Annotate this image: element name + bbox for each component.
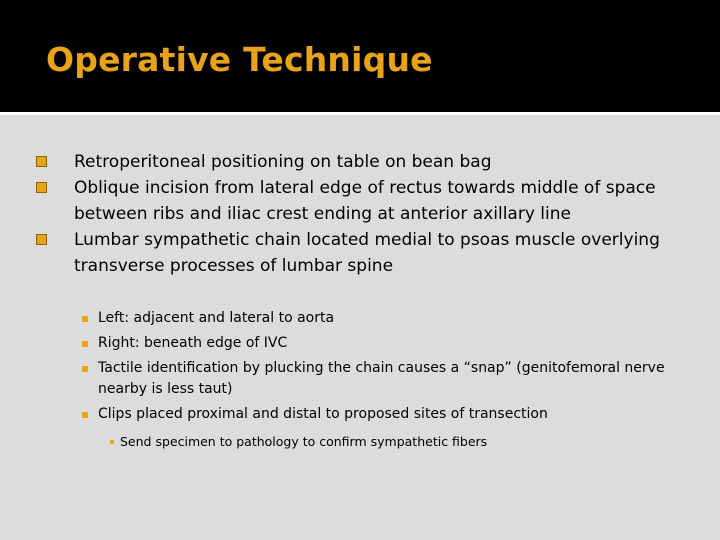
title-band <box>0 0 720 112</box>
sub-bullet-square-icon <box>82 316 88 322</box>
sub-bullet-item <box>82 404 682 425</box>
sub-sub-bullet-square-icon <box>110 440 114 444</box>
bullet-item <box>36 149 676 175</box>
bullet-box-icon <box>36 234 47 245</box>
sub-sub-bullet-item <box>110 433 670 451</box>
bullet-box-icon <box>36 182 47 193</box>
sub-bullet-item <box>82 333 682 354</box>
sub-bullet-text: Clips placed proximal and distal to proposed sites of transection <box>98 406 548 422</box>
bullet-list <box>36 149 676 279</box>
bullet-text: Retroperitoneal positioning on table on bean bag <box>74 152 492 172</box>
sub-bullet-item <box>82 308 682 329</box>
bullet-item <box>36 175 676 227</box>
slide-title: Operative Technique <box>46 40 433 79</box>
sub-sub-bullet-text: Send specimen to pathology to confirm sympathetic fibers <box>120 434 488 449</box>
bullet-item <box>36 227 676 279</box>
sub-bullet-list <box>82 308 682 429</box>
sub-bullet-square-icon <box>82 366 88 372</box>
sub-bullet-square-icon <box>82 412 88 418</box>
sub-bullet-text: Right: beneath edge of IVC <box>98 335 288 351</box>
bullet-box-icon <box>36 156 47 167</box>
sub-sub-bullet-list <box>110 433 670 451</box>
sub-bullet-item <box>82 358 682 400</box>
bullet-text: Oblique incision from lateral edge of rectus towards middle of space between ribs and iliac crest ending at anterior axillary line <box>74 178 656 224</box>
sub-bullet-text: Tactile identification by plucking the chain causes a “snap” (genitofemoral nerve nearby is less taut) <box>98 360 665 397</box>
sub-bullet-text: Left: adjacent and lateral to aorta <box>98 310 335 326</box>
bullet-text: Lumbar sympathetic chain located medial to psoas muscle overlying transverse processes of lumbar spine <box>74 230 660 276</box>
content-area <box>0 115 720 540</box>
sub-bullet-square-icon <box>82 341 88 347</box>
